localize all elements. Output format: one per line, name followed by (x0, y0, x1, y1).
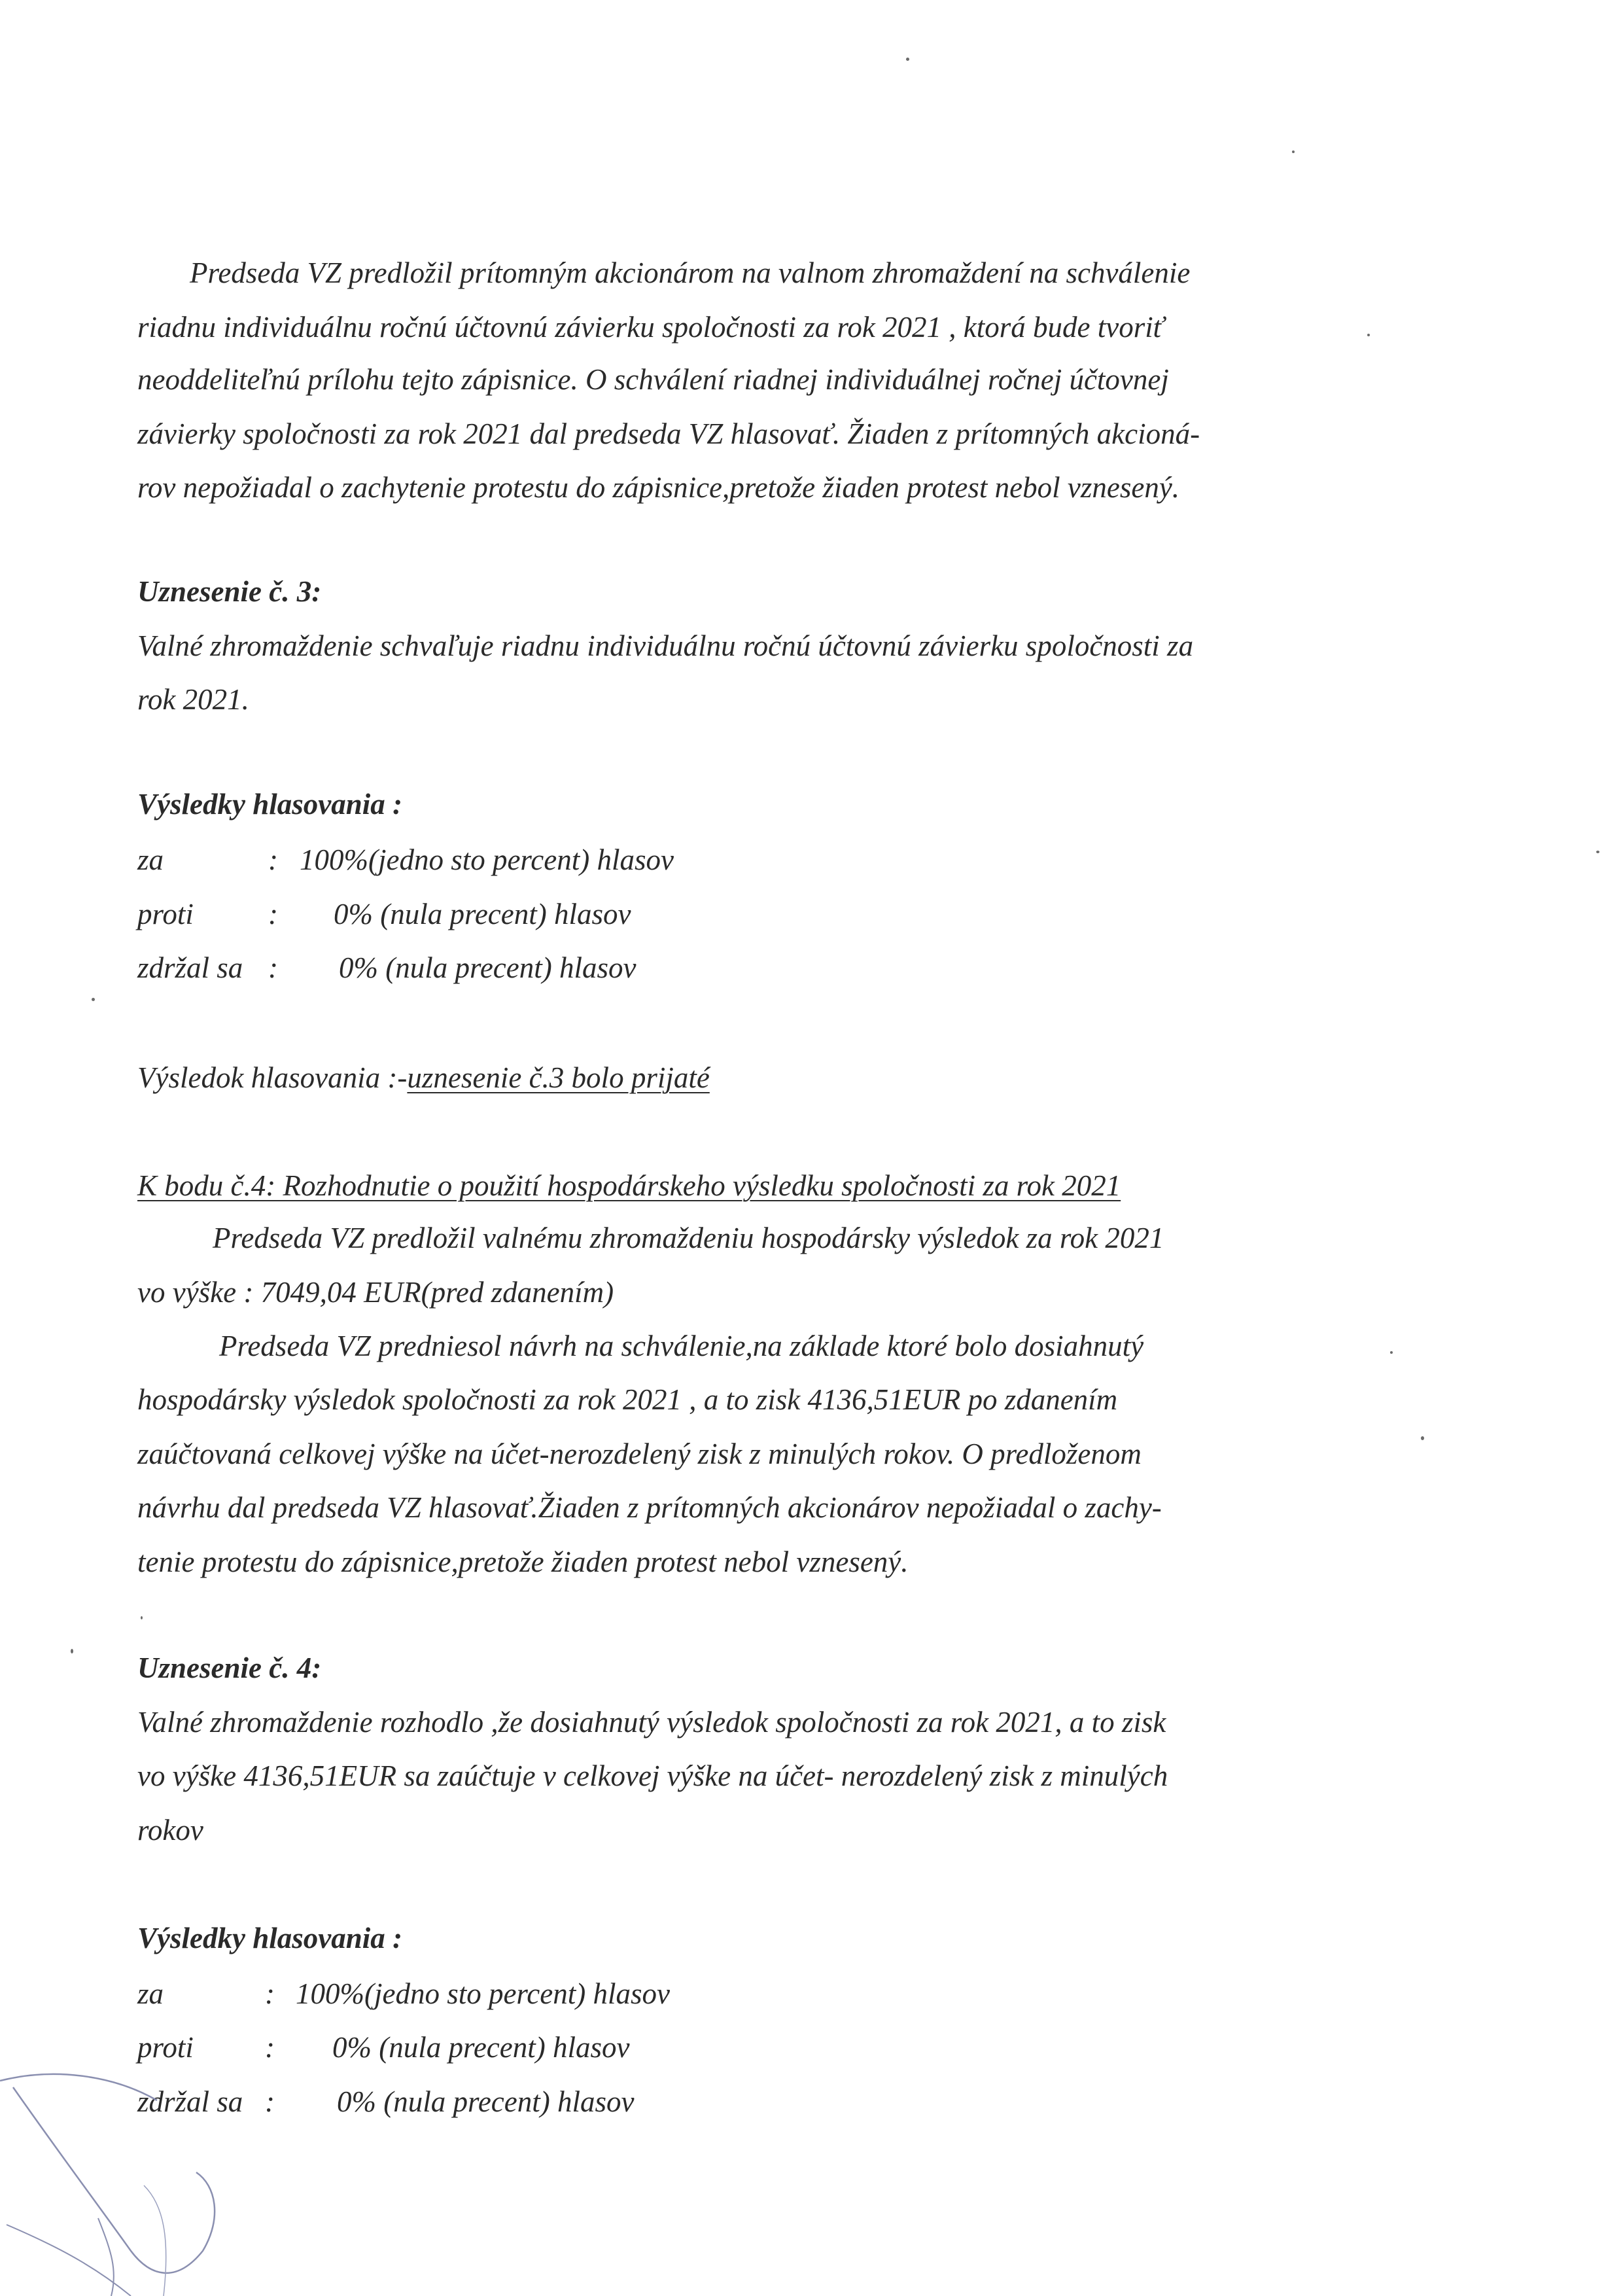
vote-value: 0% (nula precent) hlasov (334, 898, 631, 930)
vote-label: za (137, 1977, 164, 2010)
scan-speck (1421, 1436, 1424, 1440)
text-line: hospodársky výsledok spoločnosti za rok 2021 , a to zisk 4136,51EUR po zdanením (137, 1383, 1118, 1416)
vote-result-text: uznesenie č.3 bolo prijaté (407, 1061, 710, 1094)
text-line: neoddeliteľnú prílohu tejto zápisnice. O schválení riadnej individuálnej ročnej účtovnej (137, 363, 1169, 396)
vote-value: 100%(jedno sto percent) hlasov (300, 843, 674, 876)
vote-separator: : (268, 843, 278, 876)
text-line: vo výške : 7049,04 EUR(pred zdanením) (137, 1276, 614, 1309)
vote-label: zdržal sa (137, 2085, 243, 2118)
text-line: rov nepožiadal o zachytenie protestu do zápisnice,pretože žiaden protest nebol vznesený. (137, 471, 1180, 504)
scan-speck (906, 58, 909, 61)
vote-result-prefix: Výsledok hlasovania :- (137, 1061, 408, 1094)
signature-stroke (98, 2218, 114, 2296)
vote-label: proti (137, 2031, 194, 2064)
scan-speck (71, 1649, 73, 1653)
votes-heading: Výsledky hlasovania : (137, 788, 402, 821)
text-line: tenie protestu do zápisnice,pretože žiaden protest nebol vznesený. (137, 1545, 909, 1578)
votes-heading: Výsledky hlasovania : (137, 1922, 402, 1954)
vote-separator: : (268, 898, 278, 930)
vote-separator: : (265, 2085, 275, 2118)
vote-separator: : (268, 951, 278, 984)
text-line: rok 2021. (137, 683, 249, 716)
text-line: rokov (137, 1814, 203, 1846)
vote-separator: : (265, 1977, 275, 2010)
text-line: návrhu dal predseda VZ hlasovať.Žiaden z prítomných akcionárov nepožiadal o zachy- (137, 1491, 1162, 1524)
resolution-heading: Uznesenie č. 4: (137, 1651, 322, 1684)
text-line: Predseda VZ predniesol návrh na schválenie,na základe ktoré bolo dosiahnutý (219, 1330, 1144, 1362)
text-line: Predseda VZ predložil prítomným akcionárom na valnom zhromaždení na schválenie (190, 256, 1191, 289)
text-line: Valné zhromaždenie schvaľuje riadnu individuálnu ročnú účtovnú závierku spoločnosti za (137, 629, 1194, 662)
vote-value: 0% (nula precent) hlasov (332, 2031, 630, 2064)
vote-label: zdržal sa (137, 951, 243, 984)
vote-label: proti (137, 898, 194, 930)
vote-value: 100%(jedno sto percent) hlasov (296, 1977, 670, 2010)
text-line: Predseda VZ predložil valnému zhromaždeniu hospodársky výsledok za rok 2021 (213, 1222, 1164, 1254)
scan-speck (1390, 1351, 1393, 1354)
text-line: Valné zhromaždenie rozhodlo ,že dosiahnutý výsledok spoločnosti za rok 2021, a to zisk (137, 1706, 1166, 1739)
text-line: závierky spoločnosti za rok 2021 dal predseda VZ hlasovať. Žiaden z prítomných akcioná- (137, 417, 1200, 450)
signature-scribble (0, 2055, 275, 2296)
vote-result (137, 1063, 710, 1093)
signature-stroke (0, 2074, 157, 2100)
scan-speck (141, 1616, 143, 1619)
vote-label: za (137, 843, 164, 876)
resolution-heading: Uznesenie č. 3: (137, 575, 322, 608)
scan-speck (1367, 334, 1370, 336)
scan-speck (1596, 851, 1599, 853)
text-line: zaúčtovaná celkovej výške na účet-nerozdelený zisk z minulých rokov. O predloženom (137, 1438, 1142, 1470)
scan-speck (1292, 150, 1295, 153)
text-line: vo výške 4136,51EUR sa zaúčtuje v celkovej výške na účet- nerozdelený zisk z minulých (137, 1759, 1168, 1792)
scan-speck (92, 998, 95, 1001)
vote-value: 0% (nula precent) hlasov (337, 2085, 635, 2118)
vote-value: 0% (nula precent) hlasov (339, 951, 637, 984)
signature-stroke (144, 2185, 166, 2296)
vote-separator: : (265, 2031, 275, 2064)
text-line: riadnu individuálnu ročnú účtovnú závierku spoločnosti za rok 2021 , ktorá bude tvoriť (137, 311, 1164, 344)
section-title: K bodu č.4: Rozhodnutie o použití hospodárskeho výsledku spoločnosti za rok 2021 (137, 1169, 1121, 1202)
signature-stroke (13, 2087, 215, 2273)
